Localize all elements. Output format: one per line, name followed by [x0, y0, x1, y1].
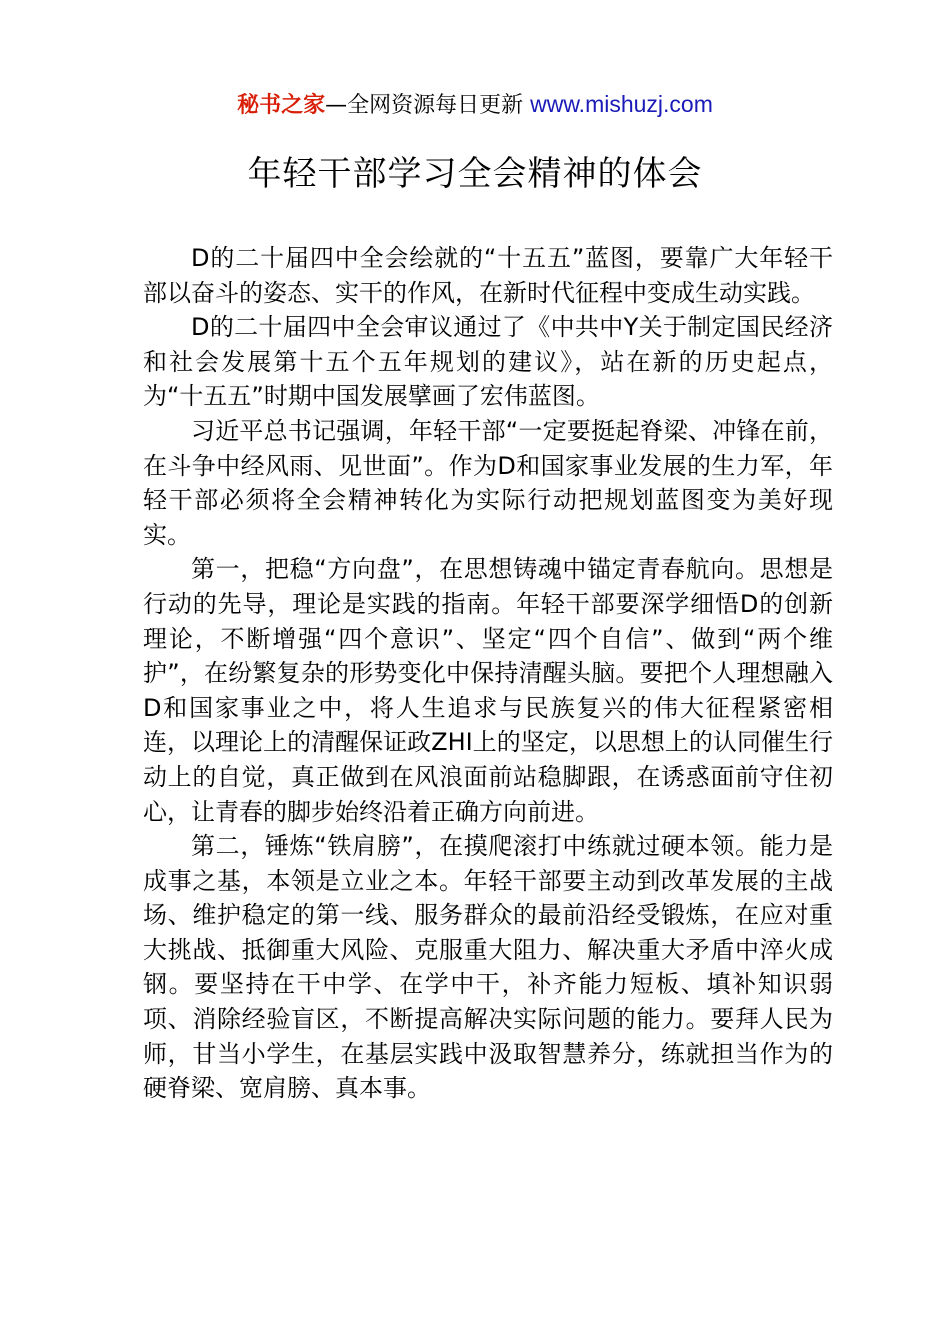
paragraph: D的二十届四中全会审议通过了《中共中Y关于制定国民经济和社会发展第十五个五年规划的建议》，站在新的历史起点，为“十五五”时期中国发展擘画了宏伟蓝图。	[143, 313, 833, 411]
document-title: 年轻干部学习全会精神的体会	[247, 154, 703, 194]
paragraph: D的二十届四中全会绘就的“十五五”蓝图，要靠广大年轻干部以奋斗的姿态、实干的作风，在新时代征程中变成生动实践。	[143, 244, 833, 307]
paragraph: 习近平总书记强调，年轻干部“一定要挺起脊梁、冲锋在前，在斗争中经风雨、见世面”。作为D和国家事业发展的生力军，年轻干部必须将全会精神转化为实际行动把规划蓝图变为美好现实。	[143, 416, 833, 549]
site-header	[0, 88, 950, 122]
paragraph: 第二，锤炼“铁肩膀”，在摸爬滚打中练就过硬本领。能力是成事之基，本领是立业之本。年轻干部要主动到改革发展的主战场、维护稳定的第一线、服务群众的最前沿经受锻炼，在应对重大挑战、抵御重大风险、克服重大阻力、解决重大矛盾中淬火成钢。要坚持在干中学、在学中干，补齐能力短板、填补知识弱项、消除经验盲区，不断提高解决实际问题的能力。要拜人民为师，甘当小学生，在基层实践中汲取智慧养分，练就担当作为的硬脊梁、宽肩膀、真本事。	[143, 832, 833, 1103]
site-tagline: —全网资源每日更新	[325, 93, 524, 118]
site-brand: 秘书之家	[237, 93, 326, 118]
site-url-link[interactable]: www.mishuzj.com	[530, 91, 713, 117]
paragraph: 第一，把稳“方向盘”，在思想铸魂中锚定青春航向。思想是行动的先导，理论是实践的指南。年轻干部要深学细悟D的创新理论，不断增强“四个意识”、坚定“四个自信”、做到“两个维护”，在纷繁复杂的形势变化中保持清醒头脑。要把个人理想融入D和国家事业之中，将人生追求与民族复兴的伟大征程紧密相连，以理论上的清醒保证政ZHI上的坚定，以思想上的认同催生行动上的自觉，真正做到在风浪面前站稳脚跟，在诱惑面前守住初心，让青春的脚步始终沿着正确方向前进。	[143, 555, 833, 826]
document-body	[143, 241, 833, 1106]
